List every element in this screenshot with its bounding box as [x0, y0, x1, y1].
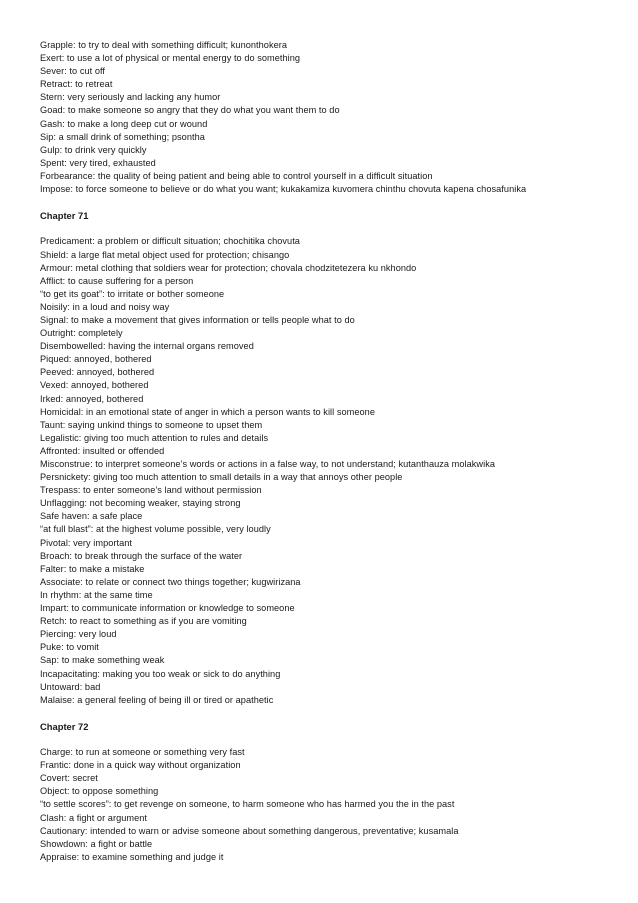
glossary-entry: Homicidal: in an emotional state of anger in which a person wants to kill someone — [40, 406, 375, 417]
glossary-entry: Incapacitating: making you too weak or sick to do anything — [40, 668, 281, 679]
glossary-entry: Stern: very seriously and lacking any humor — [40, 92, 221, 103]
glossary-entry: Persnickety: giving too much attention to small details in a way that annoys other people — [40, 472, 403, 483]
glossary-entry: Signal: to make a movement that gives information or tells people what to do — [40, 314, 355, 325]
chapter-heading: Chapter 71 — [40, 210, 89, 222]
glossary-entry: Safe haven: a safe place — [40, 511, 143, 522]
document-page — [40, 39, 630, 864]
glossary-entry: Charge: to run at someone or something very fast — [40, 747, 245, 758]
section-chapter-71 — [40, 209, 630, 707]
glossary-entry: Malaise: a general feeling of being ill or tired or apathetic — [40, 694, 274, 705]
glossary-entry: Peeved: annoyed, bothered — [40, 367, 155, 378]
glossary-entry: Sever: to cut off — [40, 66, 106, 77]
glossary-entry: In rhythm: at the same time — [40, 589, 153, 600]
glossary-entry: Sip: a small drink of something; psontha — [40, 131, 205, 142]
glossary-entry: Puke: to vomit — [40, 642, 99, 653]
glossary-entry: Forbearance: the quality of being patient and being able to control yourself in a difficult situation — [40, 170, 433, 181]
glossary-entry: Retract: to retreat — [40, 79, 113, 90]
glossary-entry: Clash: a fight or argument — [40, 812, 148, 823]
glossary-entry: Cautionary: intended to warn or advise someone about something dangerous, preventative; kusamala — [40, 825, 459, 836]
section-chapter-72 — [40, 720, 630, 864]
glossary-entry: Associate: to relate or connect two things together; kugwirizana — [40, 576, 301, 587]
glossary-entry: “at full blast”: at the highest volume possible, very loudly — [40, 524, 271, 535]
glossary-entry: Showdown: a fight or battle — [40, 838, 153, 849]
glossary-entry: Falter: to make a mistake — [40, 563, 145, 574]
glossary-entry: Covert: secret — [40, 773, 98, 784]
glossary-entry: Affronted: insulted or offended — [40, 445, 165, 456]
glossary-entry: “to settle scores”: to get revenge on someone, to harm someone who has harmed you the in the past — [40, 799, 455, 810]
glossary-entry: “to get its goat”: to irritate or bother someone — [40, 288, 225, 299]
glossary-entry: Shield: a large flat metal object used for protection; chisango — [40, 249, 290, 260]
glossary-entry: Vexed: annoyed, bothered — [40, 380, 149, 391]
glossary-entry: Afflict: to cause suffering for a person — [40, 275, 194, 286]
glossary-entry: Unflagging: not becoming weaker, staying strong — [40, 498, 241, 509]
glossary-entry: Grapple: to try to deal with something difficult; kunonthokera — [40, 40, 288, 50]
glossary-entry: Object: to oppose something — [40, 786, 159, 797]
glossary-entry: Impose: to force someone to believe or do what you want; kukakamiza kuvomera chinthu chovuta kapena chosafunika — [40, 184, 527, 195]
glossary-entry: Disembowelled: having the internal organs removed — [40, 341, 254, 352]
glossary-entry: Armour: metal clothing that soldiers wear for protection; chovala chodzitetezera ku nkhondo — [40, 262, 417, 273]
glossary-entry: Impart: to communicate information or knowledge to someone — [40, 603, 295, 614]
glossary-entry: Gulp: to drink very quickly — [40, 144, 147, 155]
glossary-entry: Trespass: to enter someone’s land without permission — [40, 485, 262, 496]
glossary-entry: Broach: to break through the surface of the water — [40, 550, 243, 561]
glossary-entry: Pivotal: very important — [40, 537, 133, 548]
glossary-entry: Predicament: a problem or difficult situation; chochitika chovuta — [40, 236, 300, 247]
glossary-entry: Irked: annoyed, bothered — [40, 393, 144, 404]
section-intro — [40, 39, 630, 196]
chapter-heading: Chapter 72 — [40, 720, 89, 732]
glossary-entry: Untoward: bad — [40, 681, 101, 692]
glossary-entry: Retch: to react to something as if you are vomiting — [40, 616, 247, 627]
glossary-entry: Appraise: to examine something and judge it — [40, 851, 224, 862]
glossary-entry: Outright: completely — [40, 328, 123, 339]
glossary-entry: Taunt: saying unkind things to someone to upset them — [40, 419, 263, 430]
glossary-entry: Piercing: very loud — [40, 629, 117, 640]
glossary-entry: Gash: to make a long deep cut or wound — [40, 118, 208, 129]
glossary-entry: Legalistic: giving too much attention to rules and details — [40, 432, 269, 443]
glossary-entry: Noisily: in a loud and noisy way — [40, 301, 170, 312]
glossary-entry: Frantic: done in a quick way without organization — [40, 760, 241, 771]
glossary-entry: Goad: to make someone so angry that they do what you want them to do — [40, 105, 340, 116]
glossary-entry: Sap: to make something weak — [40, 655, 165, 666]
glossary-entry: Spent: very tired, exhausted — [40, 157, 156, 168]
glossary-entry: Exert: to use a lot of physical or mental energy to do something — [40, 53, 301, 64]
glossary-entry: Misconstrue: to interpret someone’s words or actions in a false way, to not understand; kutanthauza molakwika — [40, 459, 496, 469]
glossary-entry: Piqued: annoyed, bothered — [40, 354, 152, 365]
